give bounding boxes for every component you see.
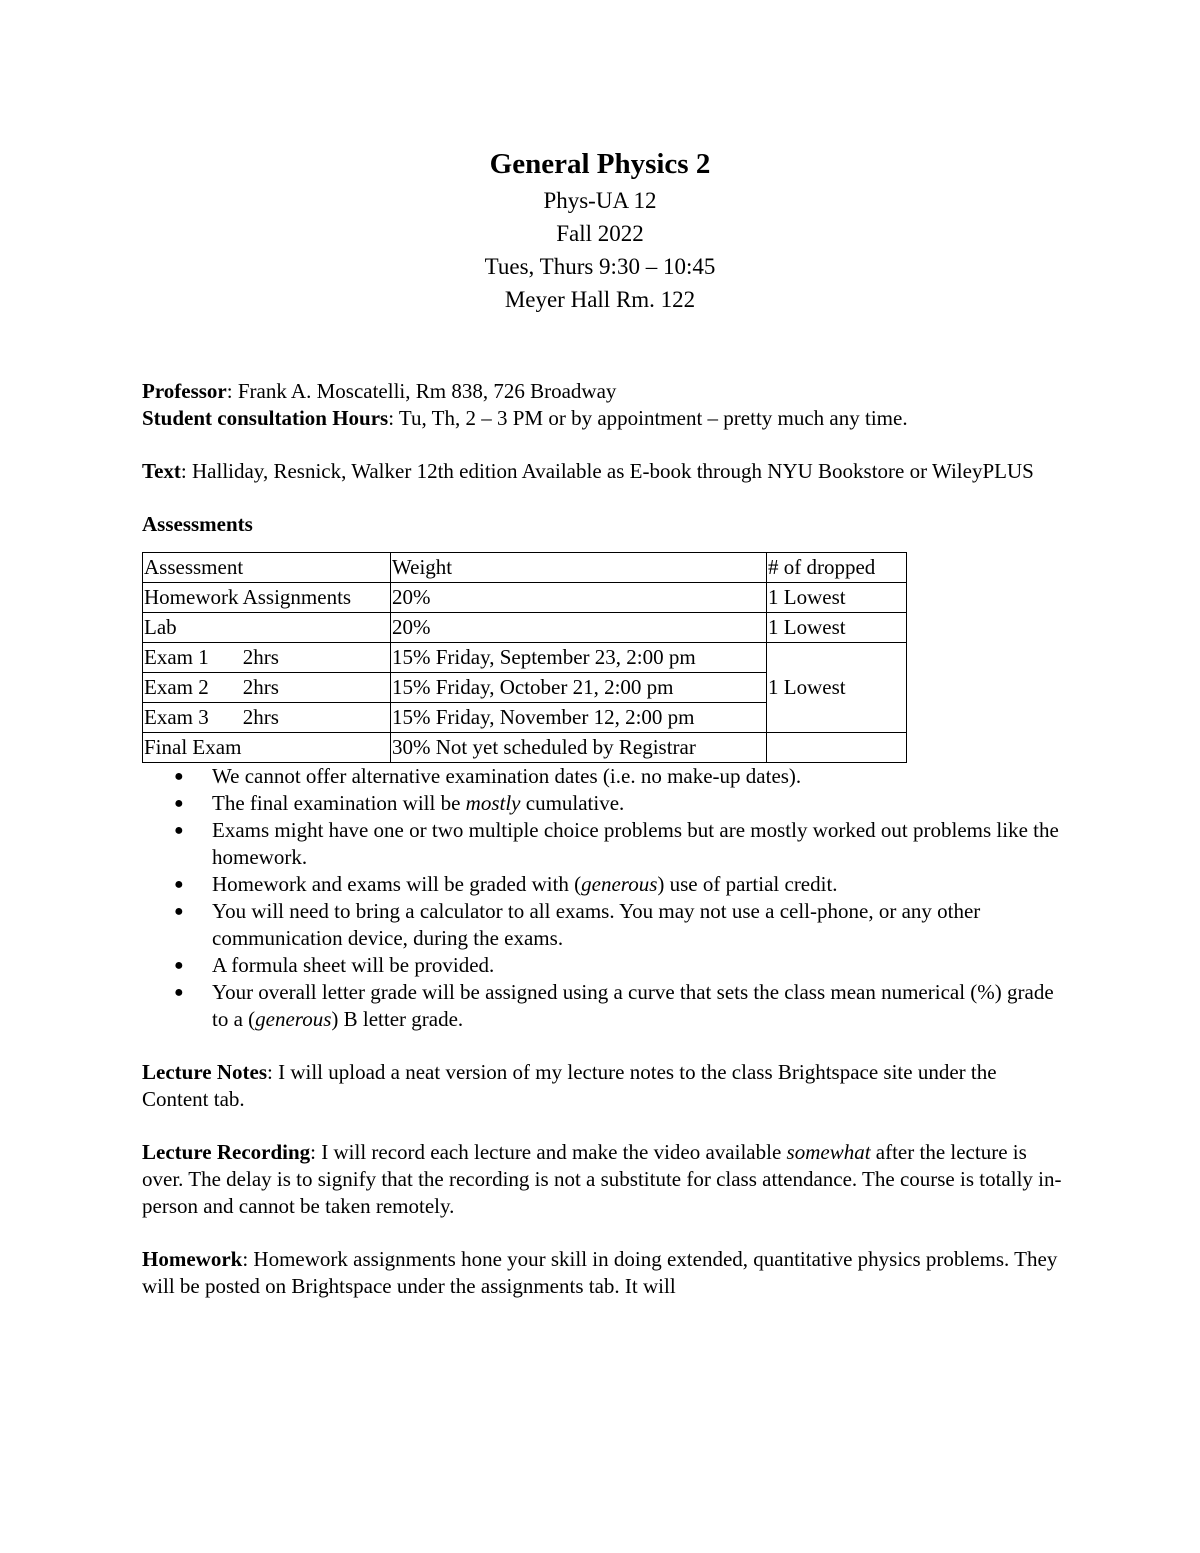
assessment-weight: 30% Not yet scheduled by Registrar bbox=[391, 733, 767, 763]
list-item bbox=[142, 817, 1062, 871]
bullet-icon: ● bbox=[174, 768, 184, 785]
list-item-text: cumulative. bbox=[520, 791, 625, 815]
assessment-duration: 2hrs bbox=[242, 645, 279, 669]
assessment-dropped: 1 Lowest bbox=[767, 613, 907, 643]
colon: : bbox=[180, 459, 187, 483]
list-item bbox=[142, 979, 1062, 1033]
lecture-recording-label: Lecture Recording bbox=[142, 1140, 311, 1164]
emphasis: somewhat bbox=[786, 1140, 871, 1164]
assessment-weight: 20% bbox=[391, 583, 767, 613]
list-item-text: A formula sheet will be provided. bbox=[212, 953, 495, 977]
emphasis: mostly bbox=[465, 791, 521, 815]
assessment-weight: 20% bbox=[391, 613, 767, 643]
text-label: Text bbox=[142, 459, 181, 483]
assessment-weight: 15% Friday, November 12, 2:00 pm bbox=[391, 703, 767, 733]
list-item-text: You will need to bring a calculator to all exams. You may not use a cell-phone, or any other communication device, during the exams. bbox=[212, 899, 981, 950]
assessment-name: Final Exam bbox=[143, 733, 391, 763]
bullet-icon: ● bbox=[174, 984, 184, 1001]
consultation-line bbox=[142, 405, 1062, 432]
emphasis: generous bbox=[255, 1007, 332, 1031]
text-line bbox=[142, 458, 1062, 485]
colon: : bbox=[267, 1060, 273, 1084]
assessments-table bbox=[142, 552, 907, 763]
column-header: Weight bbox=[391, 553, 767, 583]
list-item bbox=[142, 763, 1062, 790]
list-item bbox=[142, 898, 1062, 952]
table-row bbox=[143, 613, 907, 643]
lecture-notes-paragraph bbox=[142, 1059, 1062, 1113]
syllabus-page bbox=[142, 140, 1062, 1300]
assessment-duration: 2hrs bbox=[242, 705, 279, 729]
assessment-dropped: 1 Lowest bbox=[767, 643, 907, 733]
lecture-recording-text: after the lecture is over. The delay is to signify that the recording is not a substitute for class attendance. The course is totally in-person and cannot be taken remotely. bbox=[142, 1140, 1062, 1218]
professor-line bbox=[142, 378, 1062, 405]
assessment-name: Lab bbox=[143, 613, 391, 643]
bullet-icon: ● bbox=[174, 822, 184, 839]
list-item bbox=[142, 871, 1062, 898]
course-schedule: Tues, Thurs 9:30 – 10:45 bbox=[484, 254, 716, 279]
lecture-notes-value: I will upload a neat version of my lecture notes to the class Brightspace site under the Content tab. bbox=[142, 1060, 997, 1111]
list-item-text: ) use of partial credit. bbox=[657, 872, 838, 896]
assessment-name: Homework Assignments bbox=[143, 583, 391, 613]
list-item-text: Exams might have one or two multiple choice problems but are mostly worked out problems like the homework. bbox=[212, 818, 1059, 869]
colon: : bbox=[242, 1247, 249, 1271]
list-item-text: Homework and exams will be graded with ( bbox=[212, 872, 582, 896]
assessment-name-cell bbox=[143, 673, 391, 703]
lecture-recording-paragraph bbox=[142, 1139, 1062, 1220]
homework-paragraph bbox=[142, 1246, 1062, 1300]
list-item bbox=[142, 790, 1062, 817]
list-item bbox=[142, 952, 1062, 979]
assessment-name: Exam 2 bbox=[144, 675, 209, 699]
bullet-icon: ● bbox=[174, 795, 184, 812]
assessment-name: Exam 3 bbox=[144, 705, 209, 729]
assessment-name-cell bbox=[143, 703, 391, 733]
column-header: # of dropped bbox=[767, 553, 907, 583]
assessment-duration: 2hrs bbox=[242, 675, 279, 699]
assessment-dropped bbox=[767, 733, 907, 763]
course-code: Phys-UA 12 bbox=[543, 188, 657, 213]
assessment-weight: 15% Friday, October 21, 2:00 pm bbox=[391, 673, 767, 703]
course-term: Fall 2022 bbox=[556, 221, 644, 246]
lecture-recording-text: I will record each lecture and make the video available bbox=[316, 1140, 787, 1164]
course-location: Meyer Hall Rm. 122 bbox=[504, 287, 696, 312]
list-item-text: Your overall letter grade will be assigned using a curve that sets the class mean numerical (%) grade to a ( bbox=[212, 980, 1054, 1031]
emphasis: generous bbox=[581, 872, 658, 896]
lecture-notes-label: Lecture Notes bbox=[142, 1060, 267, 1084]
list-item-text: The final examination will be bbox=[212, 791, 466, 815]
professor-label: Professor bbox=[142, 379, 227, 403]
consultation-label: Student consultation Hours bbox=[142, 406, 389, 430]
text-value: Halliday, Resnick, Walker 12th edition Available as E-book through NYU Bookstore or WileyPLUS bbox=[186, 459, 1034, 483]
consultation-value: Tu, Th, 2 – 3 PM or by appointment – pretty much any time. bbox=[394, 406, 908, 430]
professor-value: Frank A. Moscatelli, Rm 838, 726 Broadway bbox=[232, 379, 617, 403]
assessment-dropped: 1 Lowest bbox=[767, 583, 907, 613]
course-title: General Physics 2 bbox=[489, 148, 711, 180]
assessment-name-cell bbox=[143, 643, 391, 673]
list-item-text: We cannot offer alternative examination dates (i.e. no make-up dates). bbox=[212, 764, 802, 788]
bullet-icon: ● bbox=[174, 876, 184, 893]
assessments-heading: Assessments bbox=[142, 512, 253, 536]
colon: : bbox=[310, 1140, 316, 1164]
assessment-weight: 15% Friday, September 23, 2:00 pm bbox=[391, 643, 767, 673]
homework-value: Homework assignments hone your skill in doing extended, quantitative physics problems. They will be posted on Brightspace under the assignments tab. It will bbox=[142, 1247, 1058, 1298]
course-header bbox=[142, 144, 1058, 316]
column-header: Assessment bbox=[143, 553, 391, 583]
table-header-row bbox=[143, 553, 907, 583]
table-row bbox=[143, 733, 907, 763]
table-row bbox=[143, 583, 907, 613]
policy-list bbox=[142, 763, 1062, 1033]
colon: : bbox=[226, 379, 233, 403]
list-item-text: ) B letter grade. bbox=[331, 1007, 464, 1031]
homework-label: Homework bbox=[142, 1247, 243, 1271]
bullet-icon: ● bbox=[174, 957, 184, 974]
bullet-icon: ● bbox=[174, 903, 184, 920]
colon: : bbox=[388, 406, 395, 430]
assessment-name: Exam 1 bbox=[144, 645, 209, 669]
table-row bbox=[143, 643, 907, 673]
